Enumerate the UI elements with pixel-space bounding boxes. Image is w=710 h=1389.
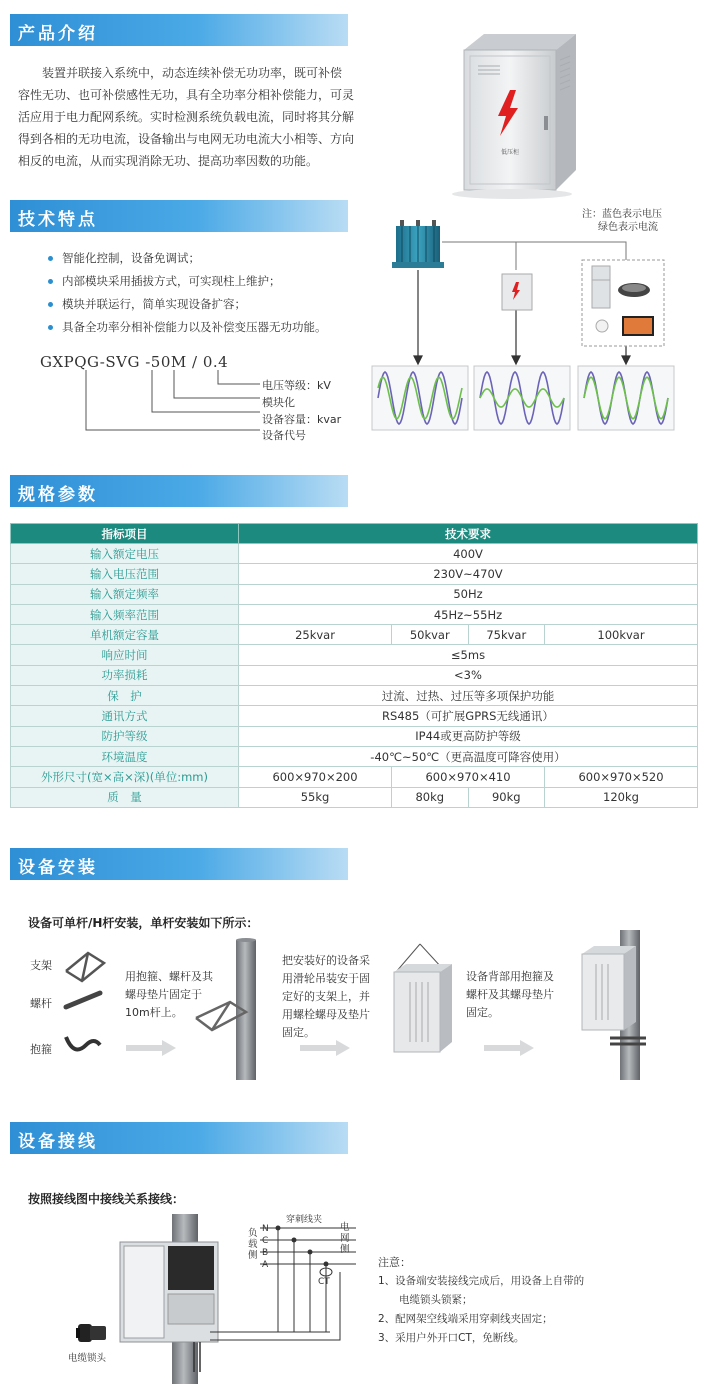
spec-label: 输入额定频率 xyxy=(11,584,239,604)
note-line: 注：蓝色表示电压 xyxy=(582,209,662,220)
hoop-icon xyxy=(66,1037,100,1050)
spec-value: 80kg xyxy=(392,787,469,807)
legend-modular: 模块化 xyxy=(262,396,295,409)
step-line: 设备背部用抱箍及 xyxy=(466,970,554,983)
section-banner-wiring xyxy=(10,1122,348,1154)
spec-value: <3% xyxy=(239,665,698,685)
table-header: 指标项目 xyxy=(11,524,239,544)
intro-line: 活应用于电力配网系统。实时检测系统负载电流，同时将其分解 xyxy=(18,110,355,124)
intro-paragraph xyxy=(18,62,368,172)
step-line: 10m杆上。 xyxy=(125,1006,183,1019)
feature-item: 内部模块采用插拔方式，可实现柱上维护； xyxy=(48,270,327,293)
phase-label: N xyxy=(262,1224,269,1234)
spec-value: 600×970×200 xyxy=(239,767,392,787)
step-line: 把安装好的设备采 xyxy=(282,954,370,967)
load-side-label: 负载侧 xyxy=(248,1228,258,1261)
part-label-bracket: 支架 xyxy=(30,959,52,972)
spec-label: 单机额定容量 xyxy=(11,625,239,645)
section-banner-intro xyxy=(10,14,348,46)
spec-label: 环境温度 xyxy=(11,746,239,766)
table-row xyxy=(11,665,698,685)
svg-mounted-cabinet xyxy=(570,930,660,1080)
table-row xyxy=(11,686,698,706)
cabinet-label: 低压柜 xyxy=(500,149,520,156)
ct-label: CT xyxy=(318,1277,330,1287)
phase-label: C xyxy=(262,1236,269,1246)
table-row xyxy=(11,564,698,584)
part-label-hoop: 抱箍 xyxy=(30,1043,52,1056)
install-title: 设备可单杆/H杆安装，单杆安装如下所示： xyxy=(28,916,259,930)
section-banner-features xyxy=(10,200,348,232)
spec-label: 输入电压范围 xyxy=(11,564,239,584)
step-line: 螺母垫片固定于 xyxy=(125,988,202,1001)
table-row xyxy=(11,787,698,807)
section-banner-install xyxy=(10,848,348,880)
table-row xyxy=(11,625,698,645)
spec-value: 75kvar xyxy=(468,625,545,645)
svg-cabinet-icon xyxy=(502,274,532,310)
step-line: 用螺栓螺母及垫片 xyxy=(282,1008,370,1021)
grid-side-label: 电网侧 xyxy=(340,1222,350,1255)
spec-value: 600×970×520 xyxy=(545,767,698,787)
spec-value: 45Hz~55Hz xyxy=(239,604,698,624)
part-label-bolt: 螺杆 xyxy=(30,997,52,1010)
section-title: 规格参数 xyxy=(18,485,98,505)
spec-value: IP44或更高防护等级 xyxy=(239,726,698,746)
wiring-notes xyxy=(378,1272,584,1348)
spec-value: 230V~470V xyxy=(239,564,698,584)
step-line: 固定。 xyxy=(282,1026,315,1039)
bolt-icon xyxy=(66,993,100,1007)
spec-value: 400V xyxy=(239,544,698,564)
spec-label: 响应时间 xyxy=(11,645,239,665)
table-header: 技术要求 xyxy=(239,524,698,544)
cable-lock-icon xyxy=(74,1318,110,1348)
section-title: 产品介绍 xyxy=(18,24,98,44)
note-line: 2、配网架空线端采用穿刺线夹固定； xyxy=(378,1313,553,1325)
section-title: 技术特点 xyxy=(18,210,98,230)
section-banner-specs xyxy=(10,475,348,507)
wiring-title: 按照接线图中接线关系接线： xyxy=(28,1192,185,1206)
table-row xyxy=(11,726,698,746)
install-step-2 xyxy=(282,952,370,1042)
svg-cabinet-image xyxy=(440,20,590,200)
intro-line: 装置并联接入系统中，动态连续补偿无功功率，既可补偿 xyxy=(42,66,343,80)
table-row xyxy=(11,604,698,624)
spec-label: 防护等级 xyxy=(11,726,239,746)
feature-item: 模块并联运行，简单实现设备扩容； xyxy=(48,293,327,316)
section-title: 设备安装 xyxy=(18,858,98,878)
svg-pole-bracket xyxy=(190,938,270,1083)
legend-voltage: 电压等级：kV xyxy=(262,379,331,392)
spec-label: 外形尺寸(宽×高×深)(单位:mm) xyxy=(11,767,239,787)
step-line: 固定。 xyxy=(466,1006,499,1019)
intro-line: 得到各相的无功电流，设备输出与电网无功电流大小相等、方向 xyxy=(18,132,355,146)
intro-line: 相反的电流，从而实现消除无功、提高功率因数的功能。 xyxy=(18,154,319,168)
bracket-icon xyxy=(66,953,104,981)
spec-label: 功率损耗 xyxy=(11,665,239,685)
spec-value: -40℃~50℃（更高温度可降容使用） xyxy=(239,746,698,766)
note-line: 绿色表示电流 xyxy=(598,222,658,233)
note-line: 3、采用户外开口CT，免断线。 xyxy=(378,1332,525,1344)
phase-label: A xyxy=(262,1260,269,1270)
table-row xyxy=(11,544,698,564)
step-line: 定好的支架上，并 xyxy=(282,990,370,1003)
svg-install-parts xyxy=(60,945,110,1065)
spec-label: 输入额定电压 xyxy=(11,544,239,564)
spec-value: 100kvar xyxy=(545,625,698,645)
feature-list xyxy=(48,247,327,339)
spec-table-body xyxy=(11,544,698,808)
spec-label: 输入频率范围 xyxy=(11,604,239,624)
table-row xyxy=(11,767,698,787)
spec-value: 90kg xyxy=(468,787,545,807)
feature-item: 智能化控制，设备免调试； xyxy=(48,247,327,270)
step-line: 用滑轮吊装安于固 xyxy=(282,972,370,985)
note-line: 电缆锁头锁紧； xyxy=(378,1294,473,1306)
step-arrow-icon xyxy=(300,1040,350,1056)
phase-label: B xyxy=(262,1248,269,1258)
step-arrow-icon xyxy=(126,1040,176,1056)
wiring-note-title: 注意： xyxy=(378,1256,411,1269)
spec-table xyxy=(10,523,698,808)
svg-cabinet-lifting xyxy=(380,942,460,1062)
section-title: 设备接线 xyxy=(18,1132,98,1152)
table-row xyxy=(11,706,698,726)
spec-value: 50Hz xyxy=(239,584,698,604)
table-row xyxy=(11,746,698,766)
step-line: 用抱箍、螺杆及其 xyxy=(125,970,213,983)
spec-label: 通讯方式 xyxy=(11,706,239,726)
spec-value: RS485（可扩展GPRS无线通讯） xyxy=(239,706,698,726)
install-step-3 xyxy=(466,968,554,1022)
table-row xyxy=(11,584,698,604)
spec-value: 50kvar xyxy=(392,625,469,645)
intro-line: 容性无功、也可补偿感性无功，具有全功率分相补偿能力，可灵 xyxy=(18,88,355,102)
legend-code: 设备代号 xyxy=(262,429,306,442)
spec-label: 保 护 xyxy=(11,686,239,706)
cable-lock-label: 电缆锁头 xyxy=(68,1353,107,1364)
model-code: GXPQG-SVG -50M / 0.4 xyxy=(40,353,229,371)
model-legend-lines xyxy=(40,368,270,440)
spec-label: 质 量 xyxy=(11,787,239,807)
svg-system-diagram xyxy=(370,218,680,434)
transformer-icon xyxy=(392,220,444,268)
spec-value: ≤5ms xyxy=(239,645,698,665)
feature-item: 具备全功率分相补偿能力以及补偿变压器无功功能。 xyxy=(48,316,327,339)
legend-capacity: 设备容量：kvar xyxy=(262,413,342,426)
spec-value: 55kg xyxy=(239,787,392,807)
load-appliances-icon xyxy=(582,260,664,346)
spec-value: 过流、过热、过压等多项保护功能 xyxy=(239,686,698,706)
spec-value: 25kvar xyxy=(239,625,392,645)
note-line: 1、设备端安装接线完成后，用设备上自带的 xyxy=(378,1275,585,1287)
spec-value: 120kg xyxy=(545,787,698,807)
table-row xyxy=(11,645,698,665)
spec-value: 600×970×410 xyxy=(392,767,545,787)
step-line: 螺杆及其螺母垫片 xyxy=(466,988,554,1001)
clamp-label: 穿刺线夹 xyxy=(286,1215,323,1225)
step-arrow-icon xyxy=(484,1040,534,1056)
